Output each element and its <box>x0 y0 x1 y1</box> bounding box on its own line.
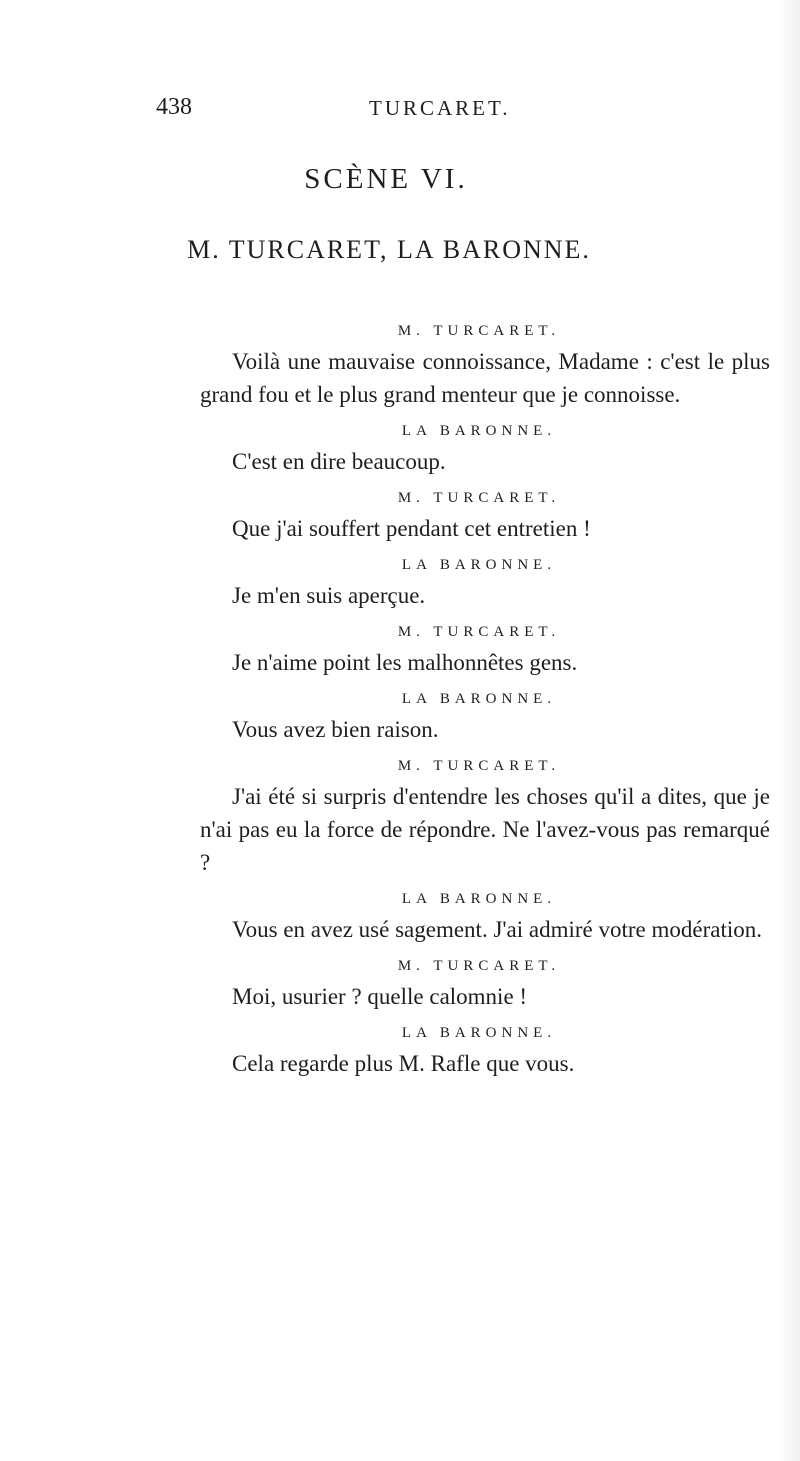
page-edge-shadow <box>778 0 800 1461</box>
scene-heading: SCÈNE VI. <box>304 163 468 195</box>
speech-text: J'ai été si surpris d'entendre les choses qu'il a dites, que je n'ai pas eu la force de répondre. Ne l'avez-vous pas remarqué ? <box>200 784 770 875</box>
speaker-name: LA BARONNE. <box>401 557 557 573</box>
speaker-name: M. TURCARET. <box>397 490 561 506</box>
speaker-name: M. TURCARET. <box>397 758 561 774</box>
speaker-name: M. TURCARET. <box>397 624 561 640</box>
speech-text: Que j'ai souffert pendant cet entretien ! <box>232 516 591 541</box>
speech-text: Je n'aime point les malhonnêtes gens. <box>232 650 578 675</box>
speech-text: Moi, usurier ? quelle calomnie ! <box>232 984 528 1009</box>
speaker-name: LA BARONNE. <box>401 891 557 907</box>
speech-text: Je m'en suis aperçue. <box>232 583 426 608</box>
speaker-name: LA BARONNE. <box>401 691 557 707</box>
dialogue <box>200 311 770 1080</box>
characters-heading: M. TURCARET, LA BARONNE. <box>187 235 591 264</box>
speaker-name: LA BARONNE. <box>401 423 557 439</box>
page-number: 438 <box>156 94 192 120</box>
speech-text: Voilà une mauvaise connoissance, Madame : c'est le plus grand fou et le plus grand menteur que je connoisse. <box>200 349 770 407</box>
speech-text: Vous en avez usé sagement. J'ai admiré votre modération. <box>232 917 762 942</box>
running-title: TURCARET. <box>369 96 511 120</box>
speaker-name: M. TURCARET. <box>397 958 561 974</box>
speech-text: C'est en dire beaucoup. <box>232 449 446 474</box>
speech-text: Vous avez bien raison. <box>232 717 439 742</box>
speaker-name: M. TURCARET. <box>397 323 561 339</box>
running-head <box>0 94 800 134</box>
speaker-name: LA BARONNE. <box>401 1025 557 1041</box>
speech-text: Cela regarde plus M. Rafle que vous. <box>232 1051 575 1076</box>
